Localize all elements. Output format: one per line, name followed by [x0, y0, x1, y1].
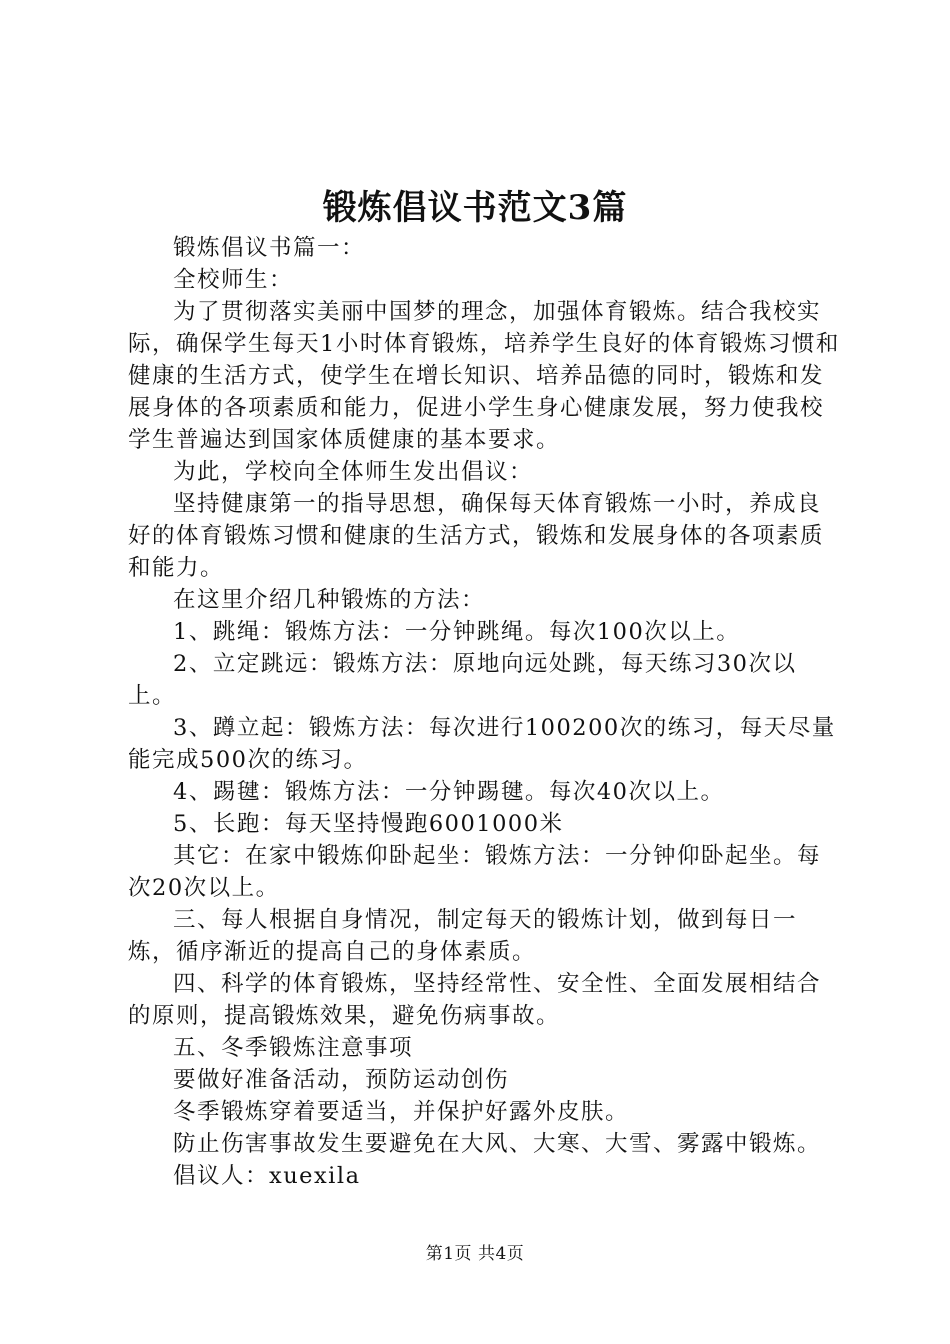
paragraph-point-four: 四、科学的体育锻炼，坚持经常性、安全性、全面发展相结合的原则，提高锻炼效果，避免伤病事故。 — [128, 971, 822, 1029]
paragraph-signature: 倡议人：xuexila — [173, 1163, 361, 1189]
list-item-long-run: 5、长跑：每天坚持慢跑6001000米 — [173, 811, 564, 837]
page-footer: 第1页 共4页 — [425, 1244, 525, 1264]
paragraph-heading-part-one: 锻炼倡议书篇一： — [173, 235, 366, 261]
paragraph-methods-lead: 在这里介绍几种锻炼的方法： — [173, 587, 486, 613]
paragraph-proposal-lead: 为此，学校向全体师生发出倡议： — [173, 459, 534, 485]
paragraph-intro: 为了贯彻落实美丽中国梦的理念，加强体育锻炼。结合我校实际，确保学生每天1小时体育锻炼，培养学生良好的体育锻炼习惯和健康的生活方式，使学生在增长知识、培养品德的同时，锻炼和发展身体的各项素质和能力，促进小学生身心健康发展，努力使我校学生普遍达到国家体质健康的基本要求。 — [128, 299, 840, 453]
paragraph-warm-up: 要做好准备活动，预防运动创伤 — [173, 1067, 510, 1093]
list-item-long-jump: 2、立定跳远：锻炼方法：原地向远处跳，每天练习30次以上。 — [128, 651, 797, 709]
document-title: 锻炼倡议书范文3篇 — [322, 188, 628, 228]
list-item-jump-rope: 1、跳绳：锻炼方法：一分钟跳绳。每次100次以上。 — [173, 619, 741, 645]
paragraph-salutation: 全校师生： — [173, 267, 294, 293]
list-item-shuttlecock: 4、踢毽：锻炼方法：一分钟踢毽。每次40次以上。 — [173, 779, 725, 805]
paragraph-weather: 防止伤害事故发生要避免在大风、大寒、大雪、雾露中锻炼。 — [173, 1131, 822, 1157]
paragraph-health-first: 坚持健康第一的指导思想，确保每天体育锻炼一小时，养成良好的体育锻炼习惯和健康的生活方式，锻炼和发展身体的各项素质和能力。 — [128, 491, 825, 581]
paragraph-point-three: 三、每人根据自身情况，制定每天的锻炼计划，做到每日一炼，循序渐近的提高自己的身体素质。 — [128, 907, 798, 965]
list-item-sit-ups: 其它：在家中锻炼仰卧起坐：锻炼方法：一分钟仰卧起坐。每次20次以上。 — [128, 843, 822, 901]
list-item-squat: 3、蹲立起：锻炼方法：每次进行100200次的练习，每天尽量能完成500次的练习。 — [128, 715, 836, 773]
document-body — [128, 232, 840, 1192]
paragraph-point-five: 五、冬季锻炼注意事项 — [173, 1035, 414, 1061]
paragraph-clothing: 冬季锻炼穿着要适当，并保护好露外皮肤。 — [173, 1099, 630, 1125]
